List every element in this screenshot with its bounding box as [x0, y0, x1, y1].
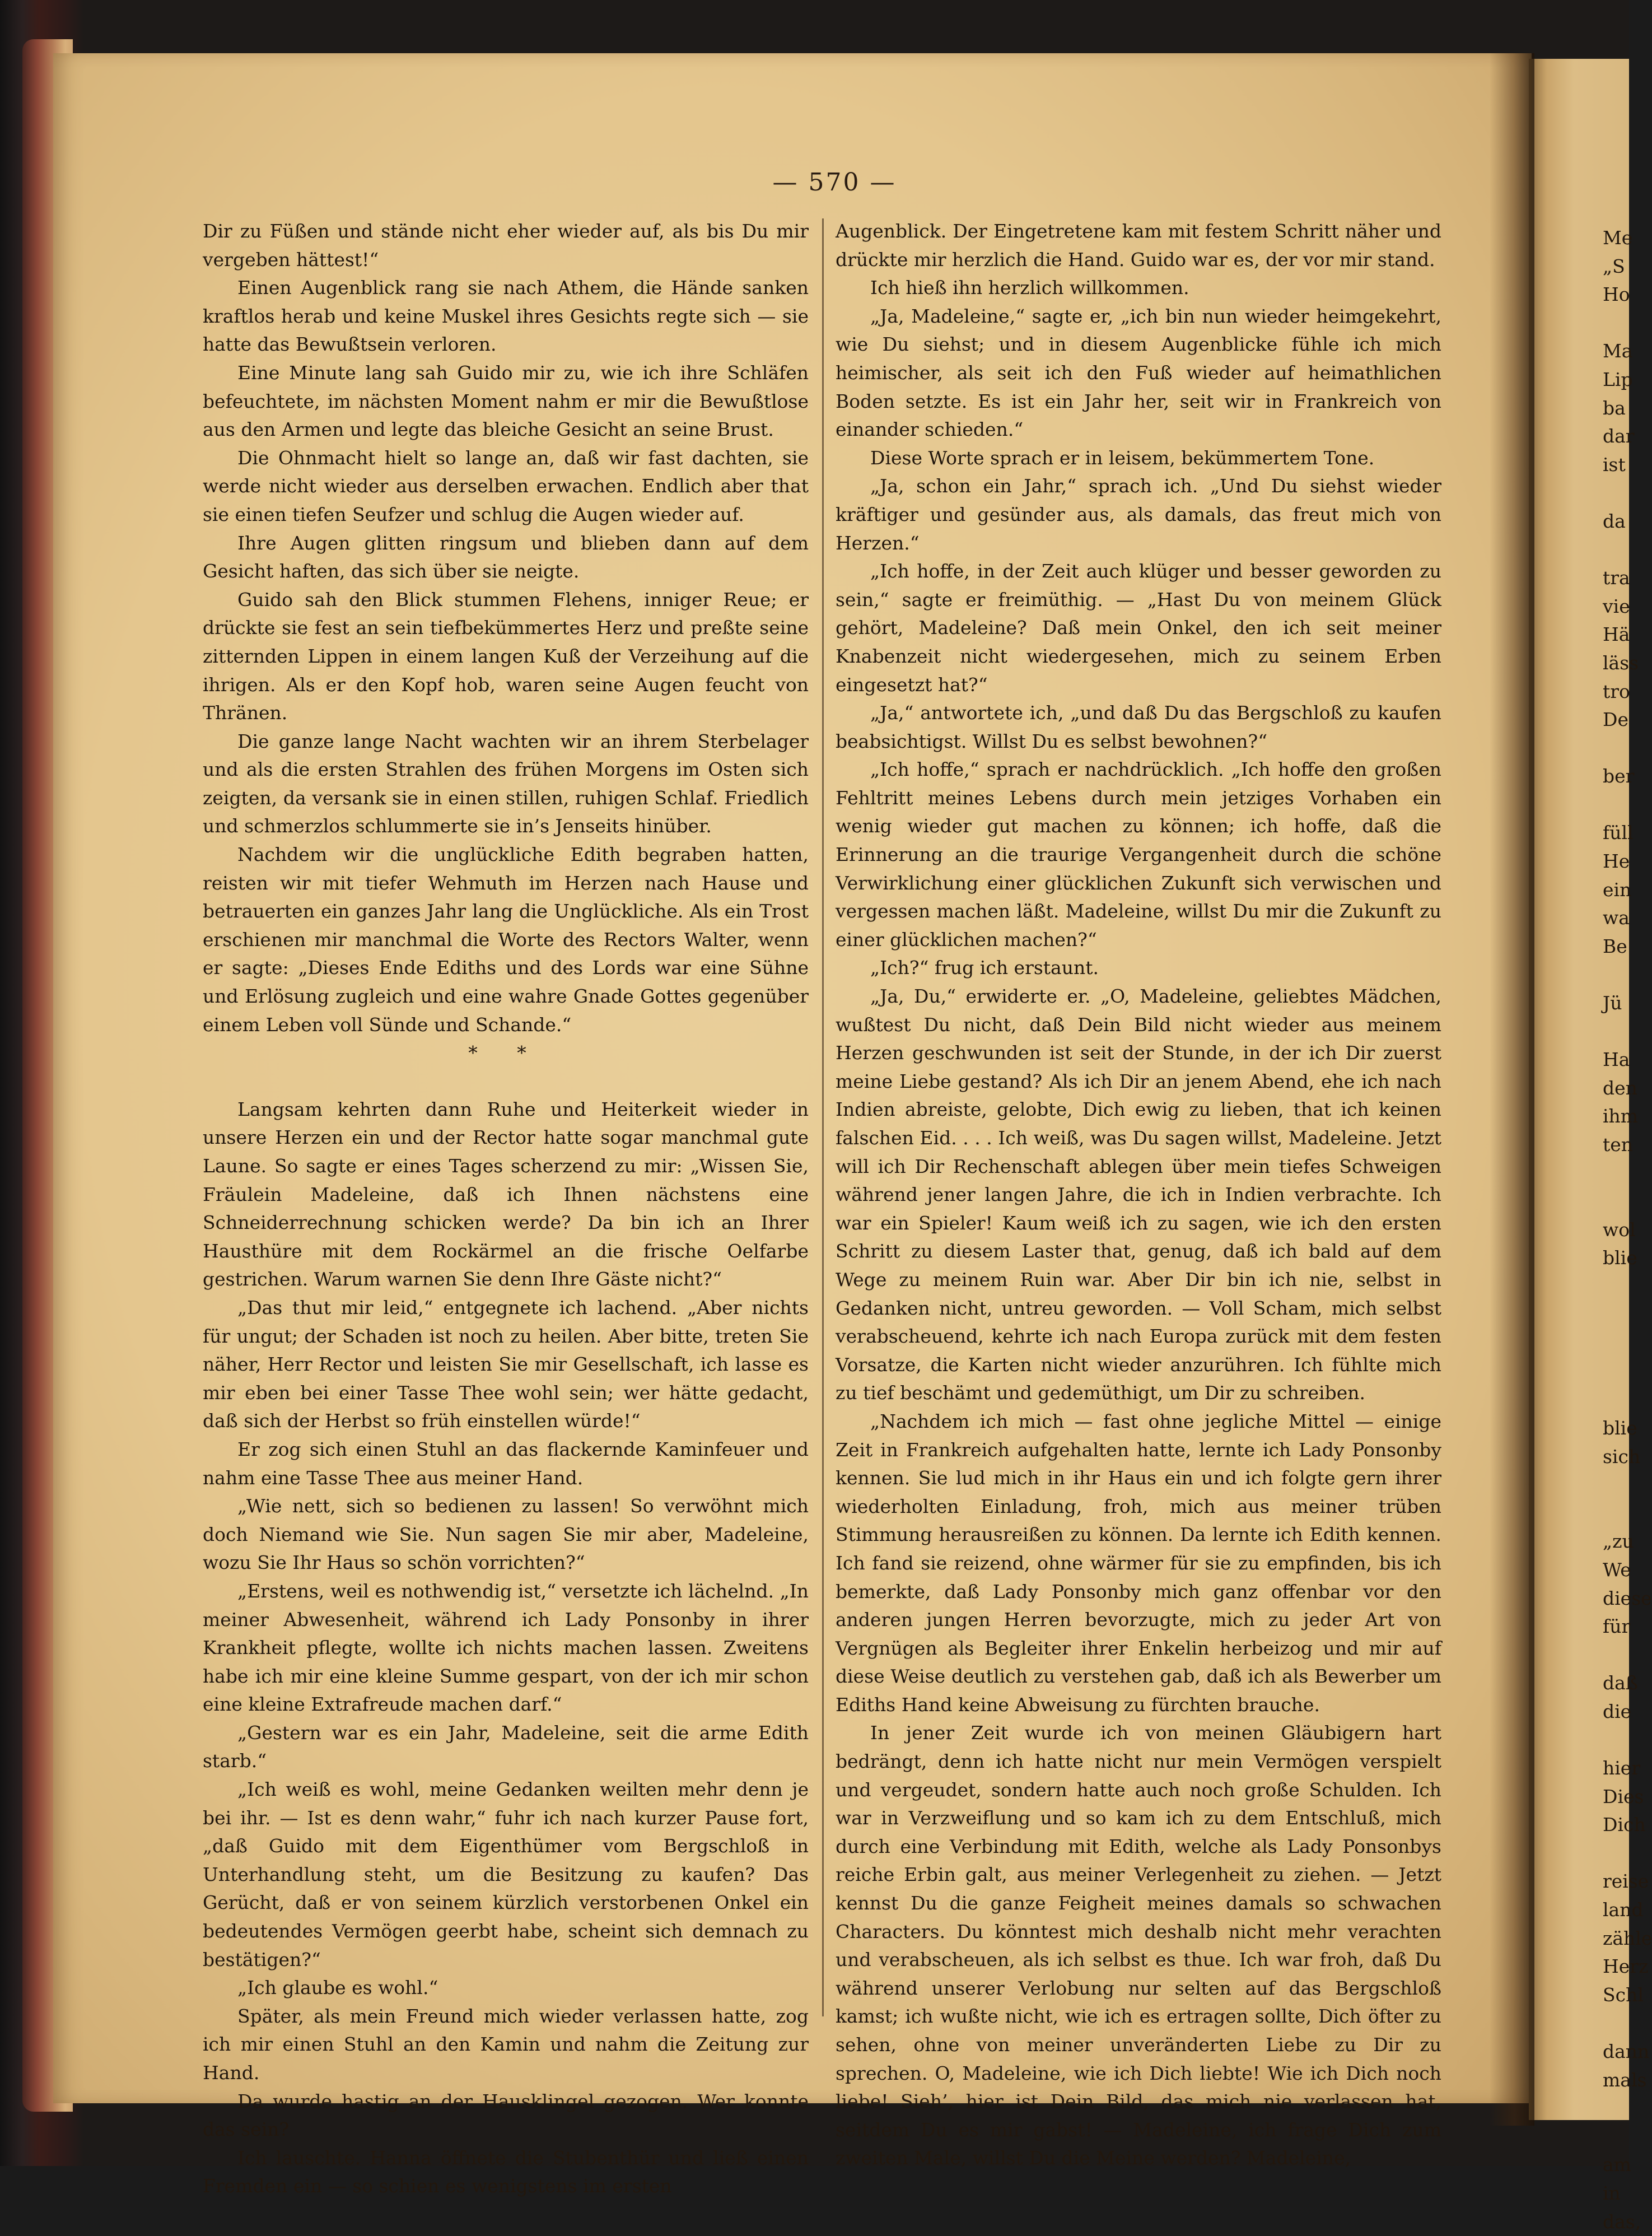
next-page-line-fragment: ist [1603, 453, 1626, 476]
text-column-left [203, 217, 809, 2201]
next-page-line-fragment [1603, 1386, 1636, 1414]
next-page-line-fragment: blie [1603, 1247, 1637, 1269]
next-page-line-fragment: „S [1603, 255, 1625, 277]
paragraph: Die Ohnmacht hielt so lange an, daß wir fast dachten, sie werde nicht wieder aus derselben erwachen. Endlich aber that sie einen tiefen Seufzer und schlug die Augen wieder auf. [203, 446, 809, 525]
next-page-line-fragment: in [1603, 2182, 1621, 2204]
paragraph: Guido sah den Blick stummen Flehens, inniger Reue; er drückte sie fest an sein tiefbekümmertes Herz und preßte seine zitternden Lippen in einem langen Kuß der Verzeihung auf die ihrigen. Als er den Kopf hob, waren seine Augen feucht von Thränen. [203, 588, 809, 724]
next-page-line-fragment: tra [1603, 567, 1630, 589]
paragraph: „Ja, Madeleine,“ sagte er, „ich bin nun wieder heimgekehrt, wie Du siehst; und in diesem Augenblicke fühle ich mich heimischer, als seit ich den Fuß wieder auf heimathlichen Boden setzte. Es ist ein Jahr her, seit wir in Frankreich von einander schieden.“ [836, 305, 1441, 441]
next-page-line-fragment: ba [1603, 397, 1626, 419]
next-page-line-fragment [1603, 1726, 1636, 1754]
next-page-line-fragment: We [1603, 1558, 1631, 1581]
next-page-line-fragment: Me [1603, 227, 1633, 249]
next-page-line-fragment [1603, 1641, 1636, 1670]
next-page-line-fragment: am [1603, 2154, 1631, 2176]
paragraph: Augenblick. Der Eingetretene kam mit festem Schritt näher und drückte mir herzlich die Hand. Guido war es, der vor mir stand. [836, 220, 1441, 271]
next-page-line-fragment: den [1603, 1077, 1637, 1099]
paragraph: Ihre Augen glitten ringsum und blieben dann auf dem Gesicht haften, das sich über sie neigte. [203, 532, 809, 583]
paragraph: Eine Minute lang sah Guido mir zu, wie ich ihre Schläfen befeuchtete, im nächsten Moment nahm er mir die Bewußtlose aus den Armen und legte das bleiche Gesicht an seine Brust. [203, 361, 809, 441]
paragraph: Nachdem wir die unglückliche Edith begraben hatten, reisten wir mit tiefer Wehmuth im Herzen nach Hause und betrauerten ein ganzes Jahr lang die Unglückliche. Als ein Trost erschienen mir manchmal die Worte des Rectors Walter, wenn er sagte: „Dieses Ende Ediths und des Lords war eine Sühne und Erlösung zugleich und eine wahre Gnade Gottes gegenüber einem Leben voll Sünde und Schande.“ [203, 844, 809, 1036]
paragraph: „Ich glaube es wohl.“ [237, 1977, 438, 1999]
next-page-line-fragment: läss [1603, 651, 1639, 674]
next-page-line-fragment: Jü [1603, 992, 1622, 1014]
next-page-line-fragment: „zu [1603, 1530, 1634, 1553]
page-number: — 570 — [772, 168, 897, 197]
next-page-line-fragment: Dich [1603, 1814, 1646, 1836]
paragraph: „Ja,“ antwortete ich, „und daß Du das Bergschloß zu kaufen beabsichtigst. Willst Du es selbst bewohnen?“ [836, 702, 1441, 752]
next-page-line-fragment: das, [1603, 2210, 1641, 2233]
next-page-line-fragment: Ma [1603, 340, 1633, 362]
next-page-line-fragment: für [1603, 1615, 1631, 1638]
paragraph: „Ich hoffe, in der Zeit auch klüger und besser geworden zu sein,“ sagte er freimüthig. — „Hast Du von meinem Glück gehört, Madeleine? Daß mein Onkel, den ich seit meiner Knabenzeit nicht wiedergesehen, mich zu seinem Erben eingesetzt hat?“ [836, 560, 1441, 696]
paragraph: Ich hieß ihn herzlich willkommen. [870, 277, 1189, 299]
next-page-line-fragment: blie [1603, 1417, 1637, 1439]
column-divider-rule [822, 218, 824, 2016]
paragraph: „Wie nett, sich so bedienen zu lassen! So verwöhnt mich doch Niemand wie Sie. Nun sagen Sie mir aber, Madeleine, wozu Sie Ihr Haus so schön vorrichten?“ [203, 1495, 809, 1574]
next-page-line-fragment: dann [1603, 2041, 1650, 2062]
next-page-line-fragment [1603, 1471, 1636, 1499]
next-page-line-fragment: Dies [1603, 1785, 1644, 1808]
next-page-line-fragment: ihm [1603, 1105, 1639, 1128]
section-break-asterisms: * * [468, 1042, 543, 1064]
paragraph: „Ich hoffe,“ sprach er nachdrücklich. „Ich hoffe den großen Fehltritt meines Lebens durch mein jetziges Vorhaben ein wenig wieder gut machen zu können; ich hoffe, daß die Erinnerung an die traurige Vergangenheit durch die schöne Verwirklichung einer glücklichen Zukunft sich verwischen und vergessen machen läßt. Madeleine, willst Du mir die Zukunft zu einer glücklichen machen?“ [836, 758, 1441, 951]
next-page-line-fragment: tro [1603, 680, 1630, 702]
paragraph: „Das thut mir leid,“ entgegnete ich lachend. „Aber nichts für ungut; der Schaden ist noch zu heilen. Aber bitte, treten Sie näher, Herr Rector und leisten Sie mir Gesellschaft, ich lasse es mir eben bei einer Tasse Thee wohl sein; wer hätte gedacht, daß sich der Herbst so früh einstellen würde!“ [203, 1296, 809, 1432]
next-page-line-fragment: Be [1603, 935, 1627, 957]
next-page-line-fragment: Hä [1603, 623, 1630, 646]
paragraph: Einen Augenblick rang sie nach Athem, die Hände sanken kraftlos herab und keine Muskel ihres Gesichts regte sich — sie hatte das Bewußtsein verloren. [203, 277, 809, 356]
next-page-line-fragment [1603, 791, 1636, 819]
next-page-line-fragment [1603, 479, 1636, 507]
next-page-line-fragment: land [1603, 1899, 1644, 1921]
next-page-line-fragment [1603, 1358, 1636, 1386]
next-page-line-fragment: wa [1603, 907, 1630, 929]
paragraph: „Gestern war es ein Jahr, Madeleine, seit die arme Edith starb.“ [203, 1721, 809, 1772]
next-page-line-fragment: dar [1603, 425, 1635, 448]
next-page-line-fragment: mals [1603, 2069, 1647, 2091]
next-page-line-fragment: zähle [1603, 1927, 1652, 1949]
next-page-line-fragment: De [1603, 709, 1628, 731]
next-page-line-fragment: ber [1603, 765, 1635, 788]
next-page-line-fragment [1603, 1018, 1636, 1046]
paragraph: Später, als mein Freund mich wieder verlassen hatte, zog ich mir einen Stuhl an den Kamin und nahm die Zeitung zur Hand. [203, 2005, 809, 2084]
next-page-line-fragment: wol [1603, 1218, 1636, 1241]
next-page-line-fragment: ein [1603, 878, 1632, 901]
next-page-line-fragment: sich [1603, 1445, 1641, 1468]
next-page-line-fragment: Schl [1603, 1983, 1644, 2006]
paragraph: Langsam kehrten dann Ruhe und Heiterkeit wieder in unsere Herzen ein und der Rector hatte sogar manchmal gute Laune. So sagte er eines Tages scherzend zu mir: „Wissen Sie, Fräulein Madeleine, daß ich Ihnen nächstens eine Schneiderrechnung schicken werde? Da bin ich an Ihrer Hausthüre mit dem Rockärmel an die frische Oelfarbe gestrichen. Warum warnen Sie denn Ihre Gäste nicht?“ [203, 1098, 809, 1291]
next-page-line-fragment: füll [1603, 822, 1634, 844]
paragraph: „Nachdem ich mich — fast ohne jegliche Mittel — einige Zeit in Frankreich aufgehalten hatte, lernte ich Lady Ponsonby kennen. Sie lud mich in ihr Haus ein und ich folgte gern ihrer wiederholten Einladung, froh, mich aus meiner trüben Stimmung herausreißen zu können. Da lernte ich Edith kennen. Ich fand sie reizend, ohne wärmer für sie zu empfinden, bis ich bemerkte, daß Lady Ponsonby mich ganz offenbar vor den anderen jungen Herren bevorzugte, mich zu jeder Art von Vergnügen als Begleiter ihrer Enkelin herbeizog und mir auf diese Weise deutlich zu verstehen gab, daß ich als Bewerber um Ediths Hand keine Abweisung zu fürchten brauche. [836, 1410, 1441, 1716]
next-page-line-fragment: die [1603, 1700, 1632, 1722]
paragraph: „Ich weiß es wohl, meine Gedanken weilten mehr denn je bei ihr. — Ist es denn wahr,“ fuhr ich nach kurzer Pause fort, „daß Guido mit dem Eigenthümer vom Bergschloß in Unterhandlung steht, um die Besitzung zu kaufen? Das Gerücht, daß er von seinem kürzlich verstorbenen Onkel ein bedeutendes Vermögen geerbt habe, scheint sich demnach zu bestätigen?“ [203, 1778, 809, 1971]
next-page-line-fragment: Lip [1603, 368, 1633, 390]
text-column-right [836, 217, 1441, 2173]
paragraph: Die ganze lange Nacht wachten wir an ihrem Sterbelager und als die ersten Strahlen des frühen Morgens im Osten sich zeigten, da versank sie in einen stillen, ruhigen Schlaf. Friedlich und schmerzlos schlummerte sie in’s Jenseits hinüber. [203, 730, 809, 837]
next-page-line-fragment [1603, 1839, 1636, 1868]
paragraph: „Ja, Du,“ erwiderte er. „O, Madeleine, geliebtes Mädchen, wußtest Du nicht, daß Dein Bild nicht wieder aus meinem Herzen geschwunden ist seit der Stunde, in der ich Dir zuerst meine Liebe gestand? Als ich Dir an jenem Abend, ehe ich nach Indien abreiste, gelobte, Dich ewig zu lieben, that ich keinen falschen Eid. . . . Ich weiß, was Du sagen willst, Madeleine. Jetzt will ich Dir Rechenschaft ablegen über mein tiefes Schweigen während jener langen Jahre, die ich in Indien verbrachte. Ich war ein Spieler! Kaum weiß ich zu sagen, wie ich den ersten Schritt zu diesem Laster that, genug, daß ich bald auf dem Wege zu meinem Ruin war. Aber Dir bin ich nie, selbst in Gedanken nicht, untreu geworden. — Voll Scham, mich selbst verabscheuend, kehrte ich nach Europa zurück mit dem festen Vorsatze, die Karten nicht wieder anzurühren. Ich fühlte mich zu tief beschämt und gedemüthigt, um Dir zu schreiben. [836, 985, 1441, 1404]
next-page-line-fragment [1603, 1499, 1636, 1528]
next-page-line-fragment [1603, 1301, 1636, 1330]
next-page-line-fragment [1603, 1329, 1636, 1358]
next-page-line-fragment [1603, 309, 1636, 338]
next-page-line-fragment: ten [1603, 1134, 1634, 1156]
paragraph: Ich lauschte. Hanna öffnete die Stubenthür und ließ einen Fremden ein — so schien es wenigstens im ersten [203, 2146, 809, 2197]
paragraph: Er zog sich einen Stuhl an das flackernde Kaminfeuer und nahm eine Tasse Thee aus meiner Hand. [203, 1438, 809, 1489]
next-page-line-fragment: diese [1603, 1587, 1652, 1609]
next-page-line-fragment: He [1603, 850, 1630, 873]
paragraph: Diese Worte sprach er in leisem, bekümmertem Tone. [870, 446, 1375, 469]
next-page-line-fragment [1603, 2123, 1636, 2151]
next-page-line-fragment [1603, 961, 1636, 989]
next-page-line-fragment: reise [1603, 1870, 1649, 1893]
next-page-line-fragment [1603, 1187, 1636, 1216]
next-page-line-fragment [1603, 536, 1636, 565]
paragraph: Dir zu Füßen und stände nicht eher wieder auf, als bis Du mir vergeben hättest!“ [203, 220, 809, 271]
next-page-line-fragment [1603, 734, 1636, 763]
next-page-line-fragment [1603, 2094, 1636, 2123]
paragraph: In jener Zeit wurde ich von meinen Gläubigern hart bedrängt, denn ich hatte nicht nur mein Vermögen verspielt und vergeudet, sondern hatte auch noch große Schulden. Ich war in Verzweiflung und so kam ich zu dem Entschluß, mich durch eine Verbindung mit Edith, welche als Lady Ponsonbys reiche Erbin galt, aus meiner Verlegenheit zu ziehen. — Jetzt kennst Du die ganze Feigheit meines damals so schwachen Characters. Du könntest mich deshalb nicht mehr verachten und verabscheuen, als ich selbst es thue. Ich war froh, daß Du während unserer Verlobung nur selten auf das Bergschloß kamst; ich wußte nicht, wie ich es ertragen sollte, Dich öfter zu sehen, ohne von meiner unveränderten Liebe zu Dir zu sprechen. O, Madeleine, wie ich Dich liebte! Wie ich Dich noch liebe! Sieh’, hier ist Dein Bild, das mich nie verlassen hat, seitdem Du es mir gabst! — Madeleine, ich frage Dich zum zweiten Male, willst Du die Meine werden? Madeleine, [836, 1722, 1441, 2169]
next-page-line-fragment: Ho [1603, 283, 1630, 306]
paragraph: „Erstens, weil es nothwendig ist,“ versetzte ich lächelnd. „In meiner Abwesenheit, während ich Lady Ponsonby in ihrer Krankheit pflegte, wollte ich nichts machen lassen. Zweitens habe ich mir eine kleine Summe gespart, von der ich mir schon eine kleine Extrafreude machen darf.“ [203, 1580, 809, 1716]
next-page-column-fragments [1603, 224, 1652, 2236]
next-page-line-fragment [1603, 1273, 1636, 1301]
next-page-line-fragment: daß [1603, 1672, 1638, 1694]
next-page-line-fragment: da [1603, 510, 1626, 532]
paragraph: „Ja, schon ein Jahr,“ sprach ich. „Und Du siehst wieder kräftiger und gesünder aus, als damals, das freut mich von Herzen.“ [836, 475, 1441, 554]
next-page-line-fragment: Ha [1603, 1049, 1630, 1071]
book-gutter-shadow [1490, 53, 1534, 2126]
next-page-line-fragment: vie [1603, 595, 1630, 617]
paragraph: „Ich?“ frug ich erstaunt. [870, 957, 1099, 979]
next-page-line-fragment [1603, 2009, 1636, 2038]
next-page-line-fragment: hier [1603, 1757, 1641, 1780]
next-page-line-fragment [1603, 1159, 1636, 1188]
paragraph: Da wurde hastig an der Hausklingel gezogen. Wer konnte das sein? [203, 2090, 809, 2141]
next-page-line-fragment: Herz [1603, 1955, 1649, 1978]
